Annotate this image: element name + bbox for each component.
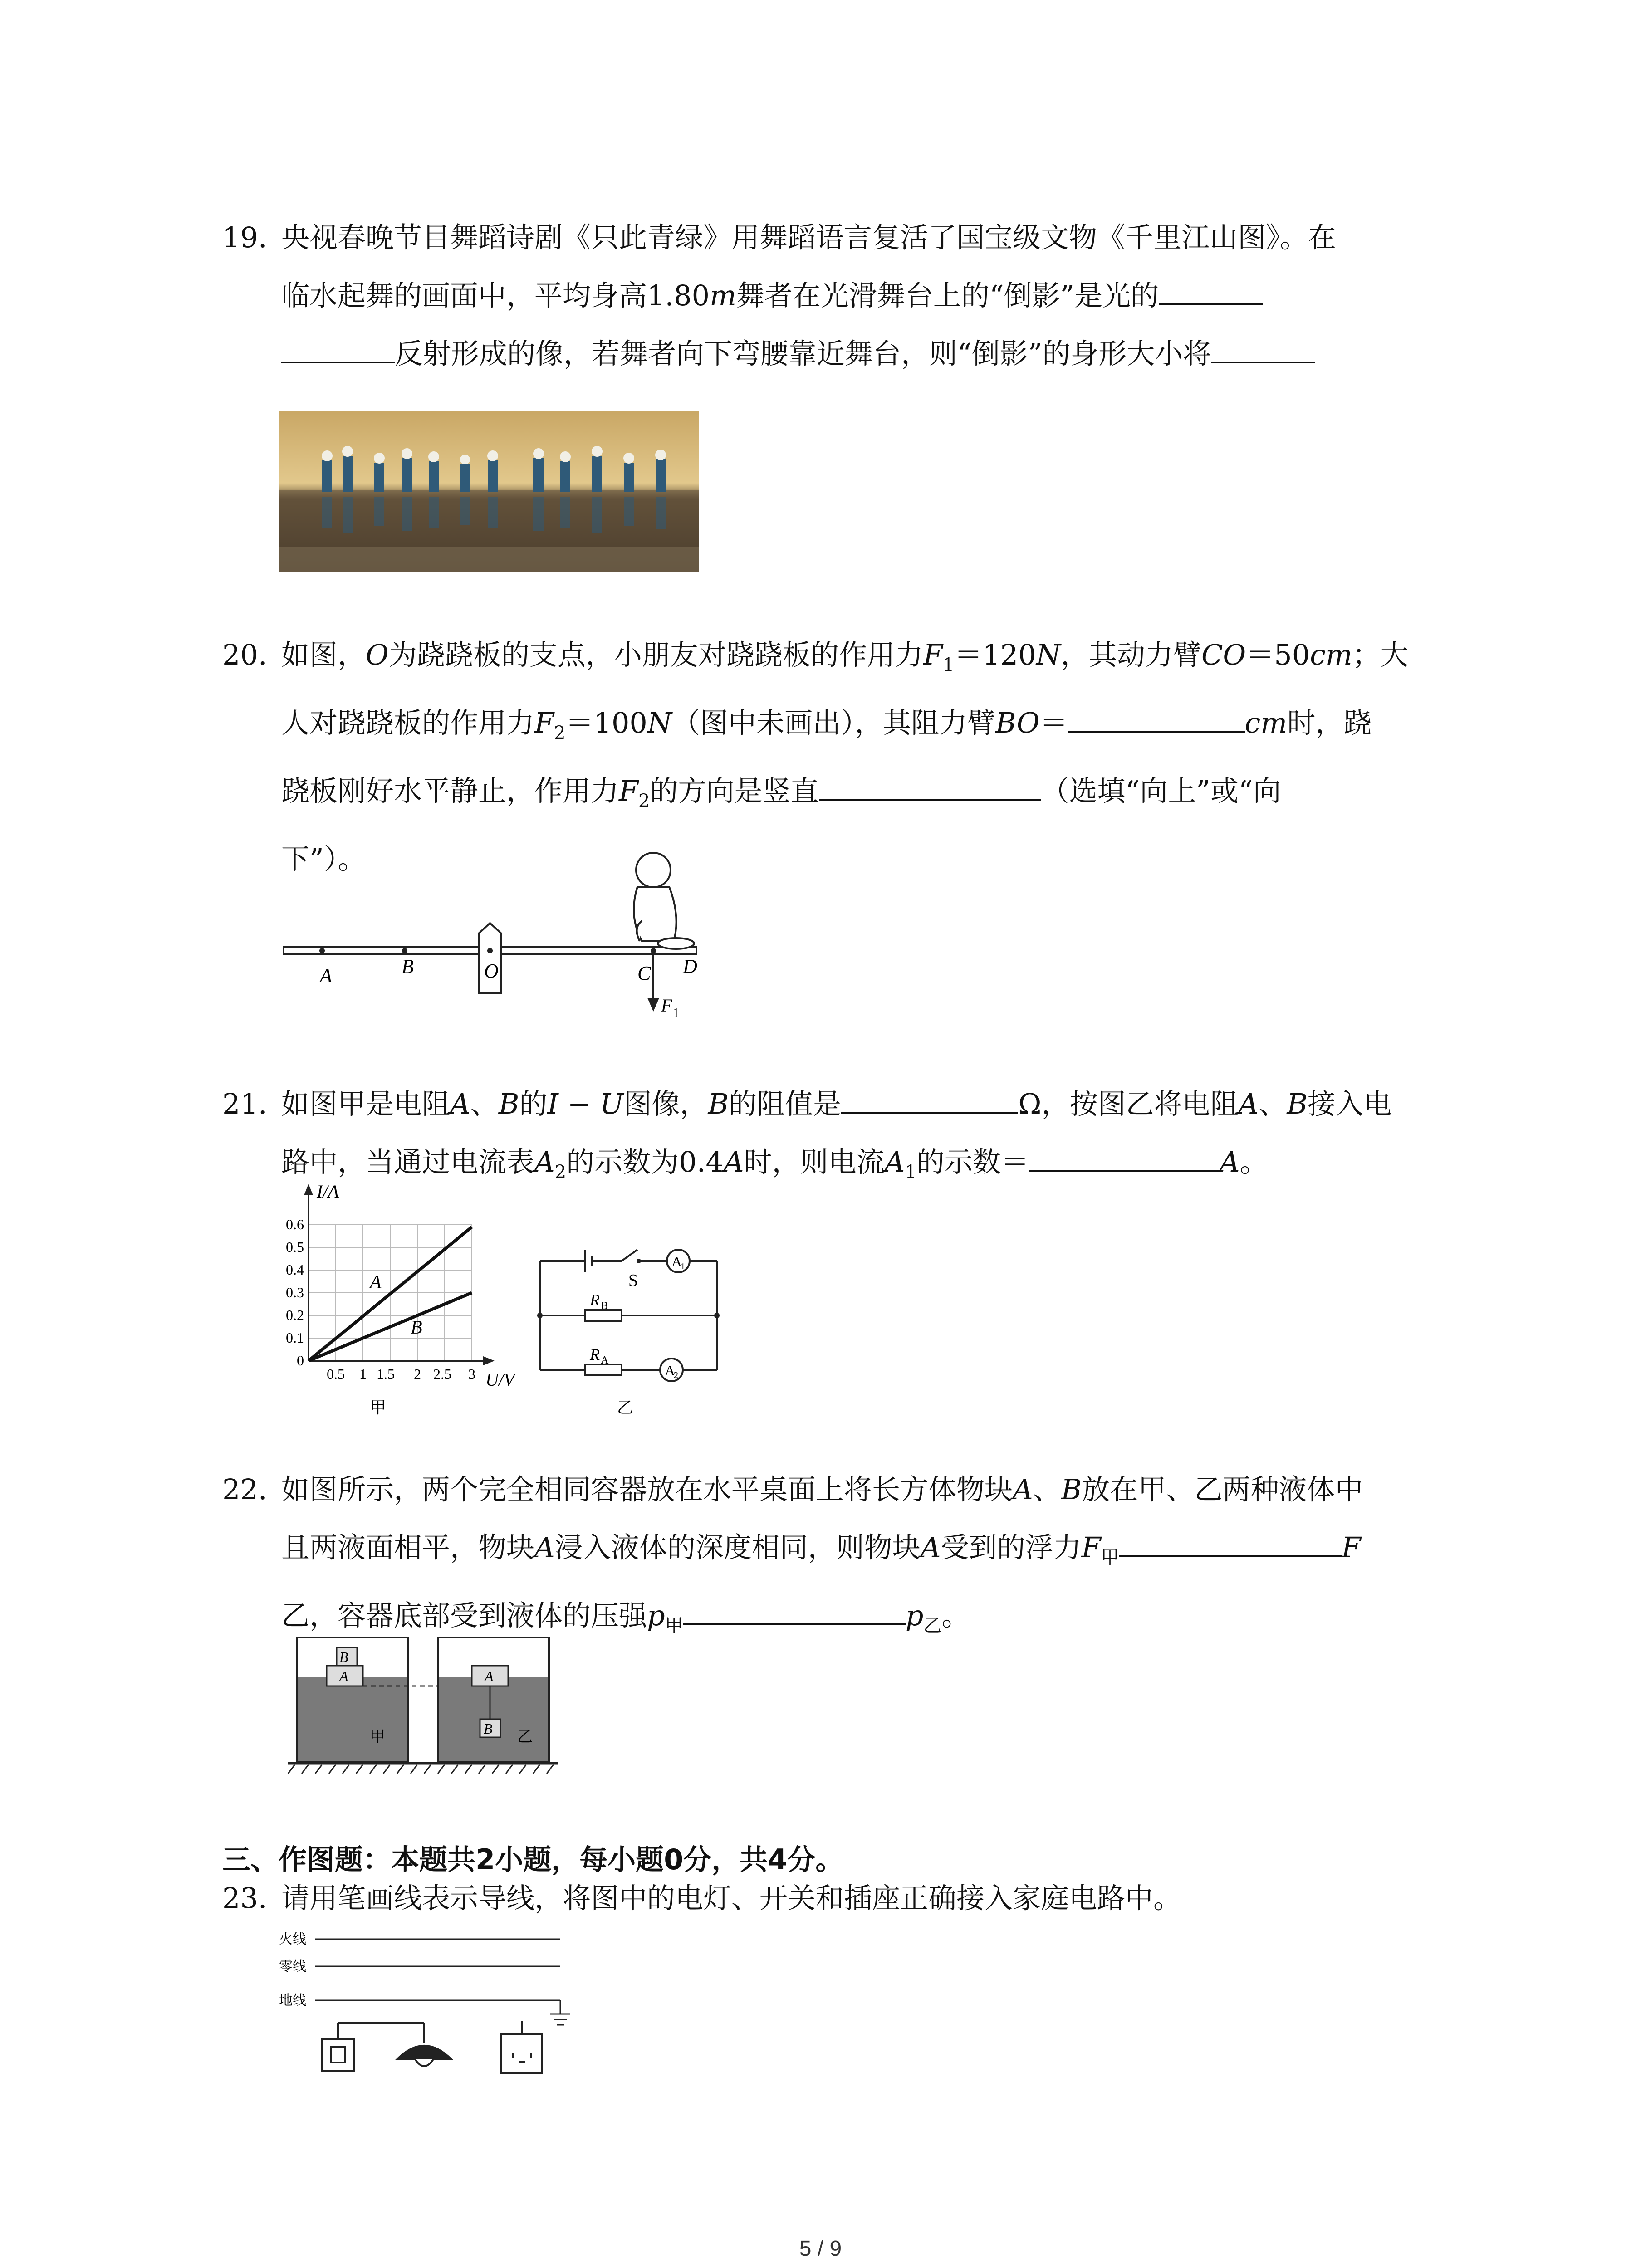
label-a: A bbox=[339, 1668, 348, 1684]
iu-graph bbox=[272, 1179, 526, 1420]
seesaw-diagram bbox=[279, 848, 733, 1030]
math-symbol: p bbox=[647, 1599, 665, 1632]
math-symbol: F bbox=[1341, 1531, 1361, 1564]
math-symbol: B bbox=[1061, 1473, 1082, 1506]
question-number: 21. bbox=[222, 1087, 267, 1120]
socket-icon bbox=[501, 2021, 542, 2073]
question-text: 下”）。 bbox=[281, 842, 366, 875]
switch-label: S bbox=[628, 1271, 638, 1290]
x-tick-labels bbox=[327, 1366, 475, 1382]
line-b-label: B bbox=[411, 1317, 422, 1338]
separator: 、 bbox=[1033, 1473, 1061, 1506]
liquid-jia bbox=[298, 1677, 407, 1761]
unit-symbol: N bbox=[647, 706, 672, 739]
question-number: 20. bbox=[222, 638, 267, 671]
math-symbol: A bbox=[1238, 1087, 1259, 1120]
subscript: 乙 bbox=[923, 1615, 942, 1636]
fulcrum bbox=[479, 923, 501, 993]
y-tick: 0.6 bbox=[286, 1216, 304, 1232]
label-jia: 甲 bbox=[370, 1729, 385, 1745]
math-symbol: A bbox=[534, 1145, 555, 1178]
y-tick-labels bbox=[286, 1216, 304, 1369]
math-symbol: U bbox=[600, 1087, 624, 1120]
label-d: D bbox=[683, 955, 697, 978]
y-tick: 0.2 bbox=[286, 1307, 304, 1323]
question-number: 19. bbox=[222, 221, 267, 254]
x-tick: 2.5 bbox=[433, 1366, 451, 1382]
y-tick: 0.4 bbox=[286, 1261, 304, 1278]
question-text: （选填“向上”或“向 bbox=[1041, 774, 1281, 807]
lamp-icon bbox=[397, 2041, 451, 2066]
point-o bbox=[487, 948, 493, 953]
question-text: 的阻值是 bbox=[729, 1087, 842, 1120]
circuit-diagram bbox=[535, 1225, 735, 1420]
question-text: 为跷跷板的支点，小朋友对跷跷板的作用力 bbox=[388, 638, 923, 671]
answer-blank[interactable] bbox=[683, 1596, 906, 1625]
question-text: （图中未画出），其阻力臂 bbox=[672, 706, 996, 739]
question-text: 请用笔画线表示导线，将图中的电灯、开关和插座正确接入家庭电路中。 bbox=[281, 1882, 1182, 1915]
question-text: 且两液面相平，物块 bbox=[281, 1531, 535, 1564]
live-wire-label: 火线 bbox=[279, 1932, 306, 1947]
figure-caption: 乙 bbox=[617, 1398, 634, 1417]
question-text: 临水起舞的画面中，平均身高1.80 bbox=[281, 279, 710, 312]
page-number: 5 / 9 bbox=[799, 2237, 842, 2261]
question-number: 22. bbox=[222, 1473, 267, 1506]
label-c: C bbox=[637, 962, 651, 984]
label-b: B bbox=[402, 955, 414, 978]
question-text: 央视春晚节目舞蹈诗剧《只此青绿》用舞蹈语言复活了国宝级文物《千里江山图》。在 bbox=[281, 221, 1337, 254]
math-symbol: p bbox=[905, 1599, 924, 1632]
question-text: 路中，当通过电流表 bbox=[281, 1145, 535, 1178]
question-text: 如图， bbox=[281, 638, 366, 671]
math-symbol: F bbox=[619, 774, 639, 807]
unit-symbol: m bbox=[710, 279, 736, 312]
question-text: ＝120 bbox=[954, 638, 1036, 671]
label-o: O bbox=[484, 960, 499, 982]
x-tick: 0.5 bbox=[327, 1366, 345, 1382]
point-b bbox=[402, 948, 407, 953]
y-tick: 0.1 bbox=[286, 1330, 304, 1346]
subscript: 2 bbox=[554, 723, 566, 743]
question-number: 23. bbox=[222, 1882, 267, 1915]
question-text: 。 bbox=[941, 1599, 970, 1632]
unit-symbol: A bbox=[1219, 1145, 1240, 1178]
answer-blank[interactable] bbox=[1068, 704, 1245, 733]
question-text: 接入电 bbox=[1307, 1087, 1392, 1120]
question-text: 舞者在光滑舞台上的“倒影”是光的 bbox=[736, 279, 1159, 312]
label-yi: 乙 bbox=[517, 1729, 533, 1745]
switch-icon bbox=[322, 2023, 424, 2071]
answer-blank[interactable] bbox=[1119, 1528, 1342, 1557]
child-figure bbox=[634, 853, 694, 949]
question-text: 跷板刚好水平静止，作用力 bbox=[281, 774, 619, 807]
answer-blank[interactable] bbox=[841, 1085, 1018, 1114]
separator: 、 bbox=[470, 1087, 499, 1120]
y-tick: 0.5 bbox=[286, 1239, 304, 1255]
ammeter-a2-label: A bbox=[665, 1362, 676, 1378]
unit-symbol: cm bbox=[1310, 638, 1352, 671]
question-text: ，其动力臂 bbox=[1060, 638, 1201, 671]
question-text: 的示数＝ bbox=[916, 1145, 1029, 1178]
subscript: 甲 bbox=[1101, 1547, 1119, 1568]
question-text: 如图甲是电阻 bbox=[281, 1087, 451, 1120]
question-text: 的方向是竖直 bbox=[650, 774, 819, 807]
question-text: 的示数为0.4 bbox=[566, 1145, 724, 1178]
question-text: 人对跷跷板的作用力 bbox=[281, 706, 535, 739]
ammeter-a2-sub: 2 bbox=[674, 1370, 678, 1380]
question-text: 如图所示，两个完全相同容器放在水平桌面上将长方体物块 bbox=[281, 1473, 1013, 1506]
resistor-rb-label: R bbox=[590, 1291, 600, 1309]
question-23 bbox=[222, 1878, 1465, 1919]
math-symbol: A bbox=[884, 1145, 905, 1178]
answer-blank[interactable] bbox=[281, 334, 395, 363]
question-22 bbox=[222, 1461, 1465, 1655]
question-text: 浸入液体的深度相同，则物块 bbox=[554, 1531, 921, 1564]
answer-blank[interactable] bbox=[1159, 276, 1263, 305]
math-symbol: F bbox=[534, 706, 554, 739]
resistor-ra-sub: A bbox=[601, 1354, 609, 1366]
answer-blank[interactable] bbox=[1211, 334, 1315, 363]
y-tick: 0 bbox=[297, 1352, 304, 1369]
unit-symbol: A bbox=[723, 1145, 744, 1178]
math-symbol: I bbox=[547, 1087, 558, 1120]
question-text: 时，则电流 bbox=[744, 1145, 885, 1178]
question-text: ；大 bbox=[1352, 638, 1409, 671]
math-symbol: B bbox=[498, 1087, 519, 1120]
math-symbol: B bbox=[1287, 1087, 1308, 1120]
label-b: B bbox=[484, 1721, 493, 1737]
math-symbol: CO bbox=[1201, 638, 1246, 671]
x-tick: 3 bbox=[468, 1366, 475, 1382]
label-f1-sub: 1 bbox=[673, 1006, 679, 1020]
neutral-wire-label: 零线 bbox=[279, 1959, 306, 1974]
question-text: ，按图乙将电阻 bbox=[1041, 1087, 1239, 1120]
math-symbol: A bbox=[1013, 1473, 1033, 1506]
question-19 bbox=[222, 209, 1465, 441]
question-text: ＝ bbox=[1039, 706, 1068, 739]
question-text: 。 bbox=[1239, 1145, 1268, 1178]
unit-symbol: cm bbox=[1244, 706, 1288, 739]
resistor-rb-sub: B bbox=[601, 1300, 608, 1312]
math-symbol: F bbox=[923, 638, 943, 671]
household-circuit-diagram bbox=[279, 1926, 588, 2084]
question-text: ＝50 bbox=[1246, 638, 1310, 671]
y-axis-label: I/A bbox=[317, 1181, 339, 1202]
unit-symbol: N bbox=[1036, 638, 1061, 671]
question-text: 的 bbox=[519, 1087, 548, 1120]
question-text: 乙，容器底部受到液体的压强 bbox=[281, 1599, 647, 1632]
math-symbol: A bbox=[920, 1531, 941, 1564]
question-text: 反射形成的像，若舞者向下弯腰靠近舞台，则“倒影”的身形大小将 bbox=[395, 337, 1211, 370]
separator: 、 bbox=[1259, 1087, 1287, 1120]
question-text: 受到的浮力 bbox=[941, 1531, 1082, 1564]
answer-blank[interactable] bbox=[819, 772, 1041, 801]
math-symbol: A bbox=[534, 1531, 555, 1564]
section-heading: 三、作图题：本题共2小题，每小题0分，共4分。 bbox=[222, 1843, 844, 1876]
resistor-ra-label: R bbox=[590, 1345, 600, 1364]
dancers-reflection-photo bbox=[279, 411, 699, 572]
math-symbol: A bbox=[450, 1087, 470, 1120]
question-text: 图像， bbox=[623, 1087, 708, 1120]
label-f1: F bbox=[661, 995, 672, 1016]
figure-caption: 甲 bbox=[370, 1398, 387, 1417]
x-tick: 1.5 bbox=[377, 1366, 395, 1382]
math-symbol: F bbox=[1081, 1531, 1101, 1564]
minus-sign: − bbox=[558, 1087, 600, 1120]
subscript: 1 bbox=[942, 655, 955, 675]
containers-diagram bbox=[286, 1633, 567, 1783]
math-symbol: O bbox=[366, 638, 389, 671]
ammeter-a1-label: A bbox=[671, 1253, 682, 1270]
y-tick: 0.3 bbox=[286, 1284, 304, 1300]
question-text: 时，跷 bbox=[1287, 706, 1372, 739]
math-symbol: BO bbox=[995, 706, 1040, 739]
label-a: A bbox=[320, 964, 332, 987]
point-a bbox=[319, 948, 325, 953]
label-a: A bbox=[485, 1668, 494, 1684]
subscript: 1 bbox=[905, 1162, 916, 1183]
x-tick: 1 bbox=[359, 1366, 367, 1382]
x-tick: 2 bbox=[414, 1366, 421, 1382]
subscript: 2 bbox=[638, 791, 650, 811]
answer-blank[interactable] bbox=[1029, 1143, 1220, 1172]
math-symbol: B bbox=[708, 1087, 729, 1120]
x-axis-label: U/V bbox=[485, 1369, 515, 1390]
line-a-label: A bbox=[370, 1272, 382, 1293]
question-text: 放在甲、乙两种液体中 bbox=[1082, 1473, 1363, 1506]
ground-wire-label: 地线 bbox=[279, 1993, 306, 2008]
subscript: 甲 bbox=[665, 1615, 683, 1636]
subscript: 2 bbox=[554, 1162, 567, 1183]
question-text: ＝100 bbox=[565, 706, 647, 739]
ammeter-a1-sub: 1 bbox=[681, 1261, 685, 1271]
label-b: B bbox=[339, 1649, 348, 1665]
unit-symbol: Ω bbox=[1018, 1087, 1042, 1120]
